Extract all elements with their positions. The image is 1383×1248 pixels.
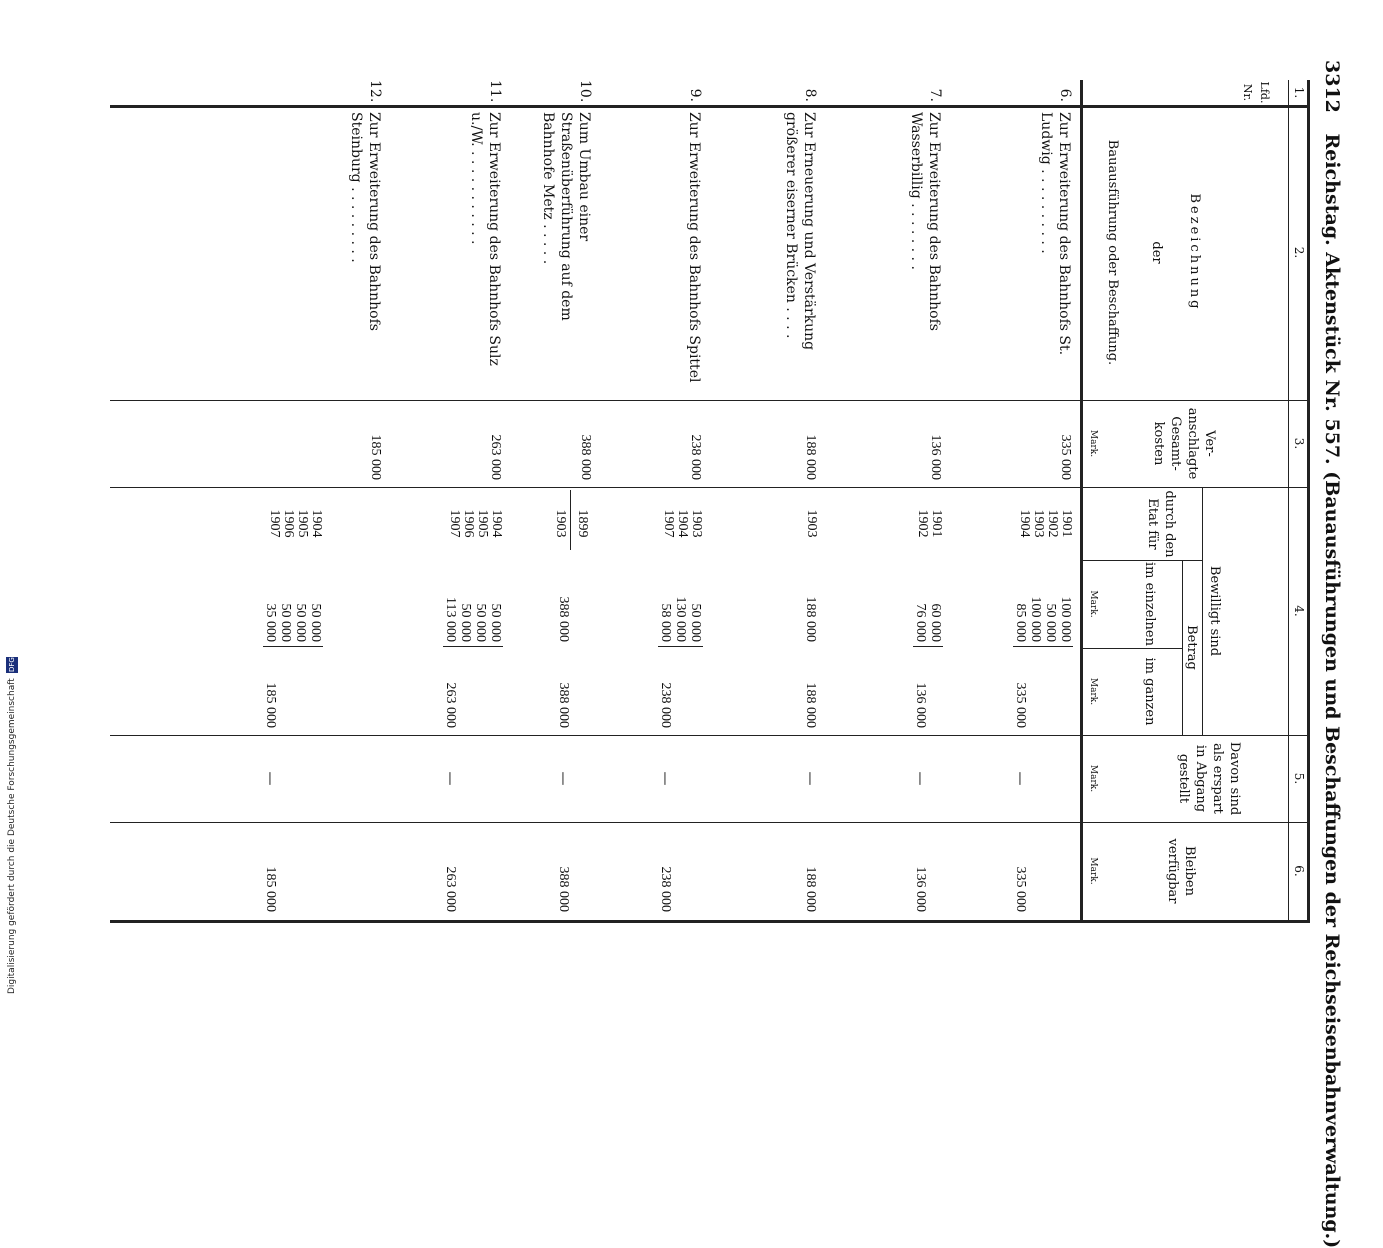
col5-divider [110,822,1310,823]
table-top-rule [1307,80,1310,920]
row-number: 12. [367,80,383,103]
row-amounts: 50 000 50 000 50 000 35 000 [263,603,323,642]
colnum-6: 6. [1292,865,1306,877]
dfg-logo: DFG [8,657,16,673]
amount-bracket [658,646,703,647]
column-number-rule [1288,80,1289,920]
col5-unit: Mark. [1088,764,1098,793]
row-total-cost: 335 000 [1058,434,1073,480]
row-available: 185 000 [263,866,278,912]
row-amounts: 100 000 50 000 100 000 85 000 [1013,596,1073,642]
col4-betrag: Betrag [1184,625,1199,670]
row-saved: — [657,771,673,786]
row-whole-amount: 388 000 [556,682,571,728]
row-description: Zur Erneuerung und Verstärkung größerer eiserner Brücken . . . . [783,112,817,351]
colnum-5: 5. [1292,772,1306,785]
col1-divider [110,105,1310,108]
col5-header: Davon sind als erspart in Abgang gestellt [1176,741,1242,816]
amount-bracket [443,646,503,647]
row-total-cost: 263 000 [488,434,503,480]
row-whole-amount: 185 000 [263,682,278,728]
col4b-unit: Mark. [1088,590,1098,618]
colnum-2: 2. [1292,246,1306,259]
row-saved: — [442,771,458,786]
table-right-rule [110,920,1310,923]
colnum-3: 3. [1292,437,1306,450]
col3-unit: Mark. [1088,429,1098,458]
row-amounts: 50 000 50 000 50 000 113 000 [443,597,503,642]
row-description: Zur Erweiterung des Bahnhofs Wasserbillig . . . . . . . . [908,112,942,331]
row-number: 11. [487,80,503,103]
col2-divider [110,400,1310,401]
page-title: Reichstag. Aktenstück Nr. 557. (Bauausführungen und Beschaffungen der Reichseisenbahnverwaltung.) [1321,133,1343,1248]
row-available: 136 000 [913,866,928,912]
row-saved: — [262,771,278,786]
col2-der: der [1149,241,1164,264]
row-total-cost: 388 000 [578,434,593,480]
row-description: Zum Umbau einer Straßenüberführung auf dem Bahnhofe Metz . . . . . [540,112,592,321]
row-whole-amount: 335 000 [1013,682,1028,728]
col2-title: Bezeichnung [1187,193,1202,312]
credit-text: Digitalisierung gefördert durch die Deutsche Forschungsgemeinschaft [7,678,17,994]
row-whole-amount: 263 000 [443,682,458,728]
col4-title: Bewilligt sind [1207,565,1222,657]
row-years: 1899 1903 [553,509,590,538]
row-available: 335 000 [1013,866,1028,912]
row-years: 1901 1902 1903 1904 [1017,509,1074,538]
row-description: Zur Erweiterung des Bahnhofs Spittel [686,112,702,383]
row-number: 10. [577,80,593,103]
row-number: 6. [1057,88,1073,102]
row-total-cost: 238 000 [688,434,703,480]
row-years: 1903 [804,509,819,538]
colnum-4: 4. [1292,605,1306,617]
row-whole-amount: 238 000 [658,682,673,728]
row-available: 238 000 [658,866,673,912]
row-years: 1904 1905 1906 1907 [267,509,324,538]
row-whole-amount: 188 000 [803,682,818,728]
col4b-header: im einzelnen [1142,562,1157,646]
row-available: 388 000 [556,866,571,912]
row-amounts: 60 000 76 000 [913,603,943,642]
row-total-cost: 136 000 [928,434,943,480]
amount-bracket [263,646,323,647]
page-header [1321,60,1343,1248]
row-description: Zur Erweiterung des Bahnhofs Sulz u./W. . . . . . . . . . . . [468,112,502,366]
col4-subheader-rule [1202,487,1203,735]
row-years: 1903 1904 1907 [661,509,704,538]
row-amounts: 388 000 [556,596,571,642]
row-years: 1901 1902 [915,509,944,538]
row-saved: — [802,771,818,786]
row-amounts: 50 000 130 000 58 000 [658,596,703,642]
row-number: 8. [802,88,818,102]
year-rule [570,490,571,550]
row-saved: — [1012,771,1028,786]
col4a-header: durch den Etat für [1145,490,1177,558]
page-number: 3312 [1321,60,1343,113]
row-amounts: 188 000 [803,596,818,642]
col3-header: Ver- anschlagte Gesamt- kosten [1151,407,1217,480]
amount-bracket [913,646,943,647]
row-whole-amount: 136 000 [913,682,928,728]
col2-sub: Bauausführung oder Beschaffung. [1105,139,1120,366]
row-years: 1904 1905 1906 1907 [447,509,504,538]
row-description: Zur Erweiterung des Bahnhofs St. Ludwig . . . . . . . . . . [1038,112,1072,356]
col1-header: Lfd. Nr. [1241,81,1271,104]
row-total-cost: 185 000 [368,434,383,480]
row-total-cost: 188 000 [803,434,818,480]
row-saved: — [555,771,571,786]
colnum-1: 1. [1292,86,1306,99]
row-number: 9. [687,88,703,102]
row-saved: — [912,771,928,786]
col4b-divider [1083,648,1183,649]
col4-divider [110,735,1310,736]
col4c-unit: Mark. [1088,677,1098,706]
row-number: 7. [927,88,943,102]
row-available: 263 000 [443,866,458,912]
digitization-credit [6,604,18,994]
header-bottom-rule [1080,80,1083,920]
row-description: Zur Erweiterung des Bahnhofs Steinburg . . . . . . . . . [348,112,382,331]
row-available: 188 000 [803,866,818,912]
col6-header: Bleiben verfügbar [1165,838,1197,904]
col6-unit: Mark. [1088,857,1098,885]
amount-bracket [1013,646,1073,647]
col4c-header: im ganzen [1142,657,1157,726]
